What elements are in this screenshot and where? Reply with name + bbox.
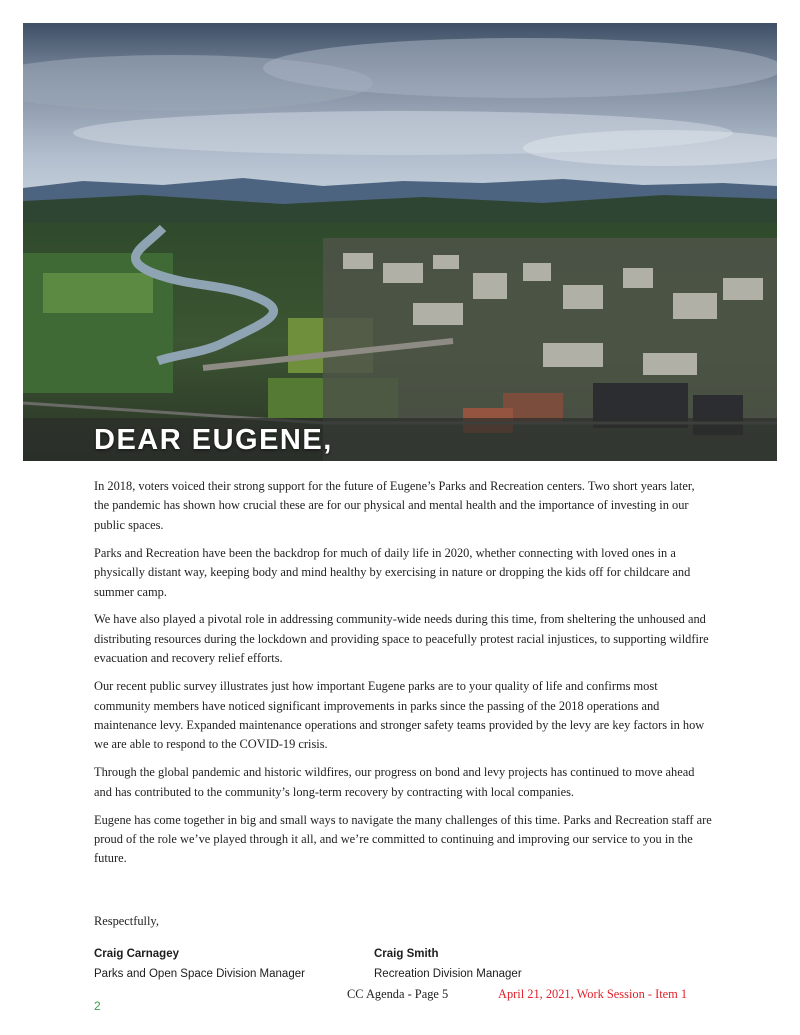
hero-photo: [23, 23, 777, 461]
signatory-name: Craig Carnagey: [94, 948, 180, 960]
letter-paragraph: We have also played a pivotal role in addressing community-wide needs during this time, from sheltering the unhoused and distributing resources during the lockdown and providing space to peacefully protest racial injustices, to supporting wildfire evacuation and recovery relief efforts.: [94, 612, 709, 666]
signatory-title: Parks and Open Space Division Manager: [94, 968, 305, 980]
hero-heading: DEAR EUGENE,: [94, 424, 333, 456]
letter-paragraph: Parks and Recreation have been the backdrop for much of daily life in 2020, whether connecting with loved ones in a physically distant way, keeping body and mind healthy by exercising in nature or dropping the kids off for childcare and summer camp.: [94, 545, 691, 599]
page-number: 2: [94, 999, 101, 1013]
agenda-page-label: CC Agenda - Page 5: [347, 987, 449, 1001]
letter-body: [94, 477, 712, 877]
signature-block-right: [374, 944, 522, 984]
letter-paragraph: Eugene has come together in big and small ways to navigate the many challenges of this time. Parks and Recreation staff are proud of the role we’ve played through it all, and we’re committed to continuing and improving our service to you in the future.: [94, 812, 712, 866]
signature-block-left: [94, 944, 305, 984]
work-session-label: April 21, 2021, Work Session - Item 1: [498, 987, 688, 1001]
letter-closing: Respectfully,: [94, 914, 159, 928]
aerial-city-image: [23, 23, 777, 461]
letter-paragraph: Our recent public survey illustrates just how important Eugene parks are to your quality of life and confirms most community members have noticed significant improvements in parks since the passing of the 2018 operations and maintenance levy. Expanded maintenance operations and stronger safety teams provided by the levy are key factors in how we are able to respond to the COVID-19 crisis.: [94, 679, 705, 752]
letter-paragraph: Through the global pandemic and historic wildfires, our progress on bond and levy projects has continued to move ahead and has contributed to the community’s long-term recovery by contracting with local companies.: [94, 765, 695, 799]
signatory-title: Recreation Division Manager: [374, 968, 522, 980]
letter-paragraph: In 2018, voters voiced their strong support for the future of Eugene’s Parks and Recreation centers. Two short years later, the pandemic has shown how crucial these are for our physical and mental health and the importance of investing in our public spaces.: [94, 479, 695, 532]
signatory-name: Craig Smith: [374, 948, 439, 960]
